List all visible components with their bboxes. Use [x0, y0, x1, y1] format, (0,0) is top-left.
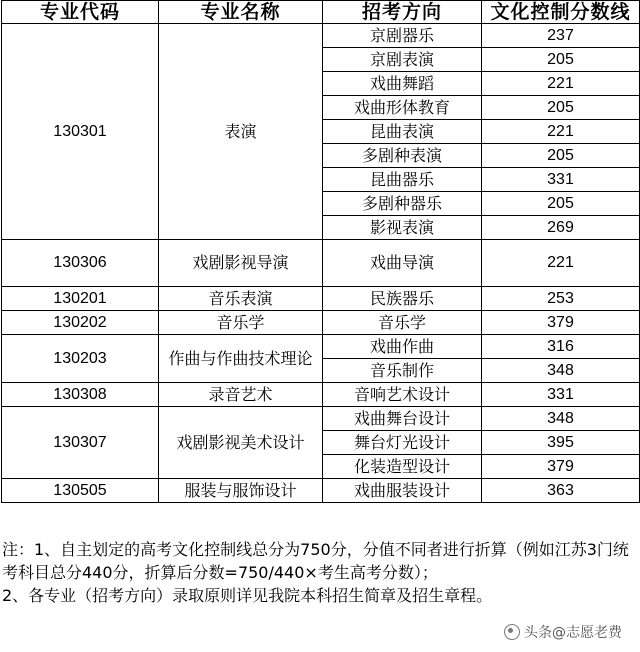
direction-cell: 戏曲舞台设计	[323, 407, 482, 431]
major-name-cell: 音乐学	[159, 311, 323, 335]
direction-cell: 京剧表演	[323, 48, 482, 72]
direction-cell: 昆曲表演	[323, 120, 482, 144]
major-code-cell: 130201	[2, 287, 159, 311]
major-code-cell: 130301	[2, 24, 159, 240]
direction-cell: 昆曲器乐	[323, 168, 482, 192]
major-code-cell: 130307	[2, 407, 159, 479]
table-row	[2, 407, 640, 431]
score-table	[1, 0, 640, 503]
score-cell: 269	[482, 216, 640, 240]
table-row	[2, 335, 640, 359]
major-name-cell: 戏剧影视导演	[159, 240, 323, 287]
major-name-cell: 表演	[159, 24, 323, 240]
direction-cell: 戏曲服装设计	[323, 479, 482, 503]
direction-cell: 戏曲导演	[323, 240, 482, 287]
direction-cell: 舞台灯光设计	[323, 431, 482, 455]
direction-cell: 戏曲形体教育	[323, 96, 482, 120]
watermark-text: 头条@志愿老费	[524, 625, 622, 641]
score-cell: 331	[482, 383, 640, 407]
major-name-cell: 录音艺术	[159, 383, 323, 407]
direction-cell: 音乐学	[323, 311, 482, 335]
direction-cell: 京剧器乐	[323, 24, 482, 48]
direction-cell: 化装造型设计	[323, 455, 482, 479]
major-code-cell: 130505	[2, 479, 159, 503]
direction-cell: 音响艺术设计	[323, 383, 482, 407]
note-2: 2、各专业（招考方向）录取原则详见我院本科招生简章及招生章程。	[2, 586, 493, 605]
score-cell: 363	[482, 479, 640, 503]
table-row	[2, 479, 640, 503]
major-code-cell: 130203	[2, 335, 159, 383]
direction-cell: 戏曲舞蹈	[323, 72, 482, 96]
major-name-cell: 作曲与作曲技术理论	[159, 335, 323, 383]
score-cell: 379	[482, 311, 640, 335]
score-cell: 379	[482, 455, 640, 479]
score-cell: 348	[482, 407, 640, 431]
score-cell: 221	[482, 72, 640, 96]
score-cell: 205	[482, 144, 640, 168]
direction-cell: 音乐制作	[323, 359, 482, 383]
major-code-cell: 130308	[2, 383, 159, 407]
table-row	[2, 311, 640, 335]
score-cell: 331	[482, 168, 640, 192]
header-direction: 招考方向	[323, 1, 482, 24]
direction-cell: 多剧种器乐	[323, 192, 482, 216]
major-code-cell: 130306	[2, 240, 159, 287]
score-cell: 221	[482, 120, 640, 144]
watermark	[504, 622, 622, 642]
direction-cell: 民族器乐	[323, 287, 482, 311]
major-code-cell: 130202	[2, 311, 159, 335]
table-body	[2, 24, 640, 503]
header-code: 专业代码	[2, 1, 159, 24]
table-row	[2, 287, 640, 311]
score-cell: 205	[482, 96, 640, 120]
major-name-cell: 戏剧影视美术设计	[159, 407, 323, 479]
table-row	[2, 24, 640, 48]
score-cell: 395	[482, 431, 640, 455]
major-name-cell: 音乐表演	[159, 287, 323, 311]
score-cell: 205	[482, 48, 640, 72]
score-cell: 237	[482, 24, 640, 48]
direction-cell: 影视表演	[323, 216, 482, 240]
score-cell: 221	[482, 240, 640, 287]
notes	[2, 538, 632, 607]
direction-cell: 戏曲作曲	[323, 335, 482, 359]
major-name-cell: 服装与服饰设计	[159, 479, 323, 503]
score-cell: 205	[482, 192, 640, 216]
score-cell: 348	[482, 359, 640, 383]
note-1: 注：1、自主划定的高考文化控制线总分为750分，分值不同者进行折算（例如江苏3门统考科目总分440分，折算后分数=750/440×考生高考分数）；	[2, 540, 629, 582]
table-row	[2, 383, 640, 407]
score-cell: 316	[482, 335, 640, 359]
watermark-logo-icon	[504, 624, 520, 640]
direction-cell: 多剧种表演	[323, 144, 482, 168]
table-row	[2, 240, 640, 287]
header-row	[2, 1, 640, 24]
score-cell: 253	[482, 287, 640, 311]
header-major: 专业名称	[159, 1, 323, 24]
header-score: 文化控制分数线	[482, 1, 640, 24]
